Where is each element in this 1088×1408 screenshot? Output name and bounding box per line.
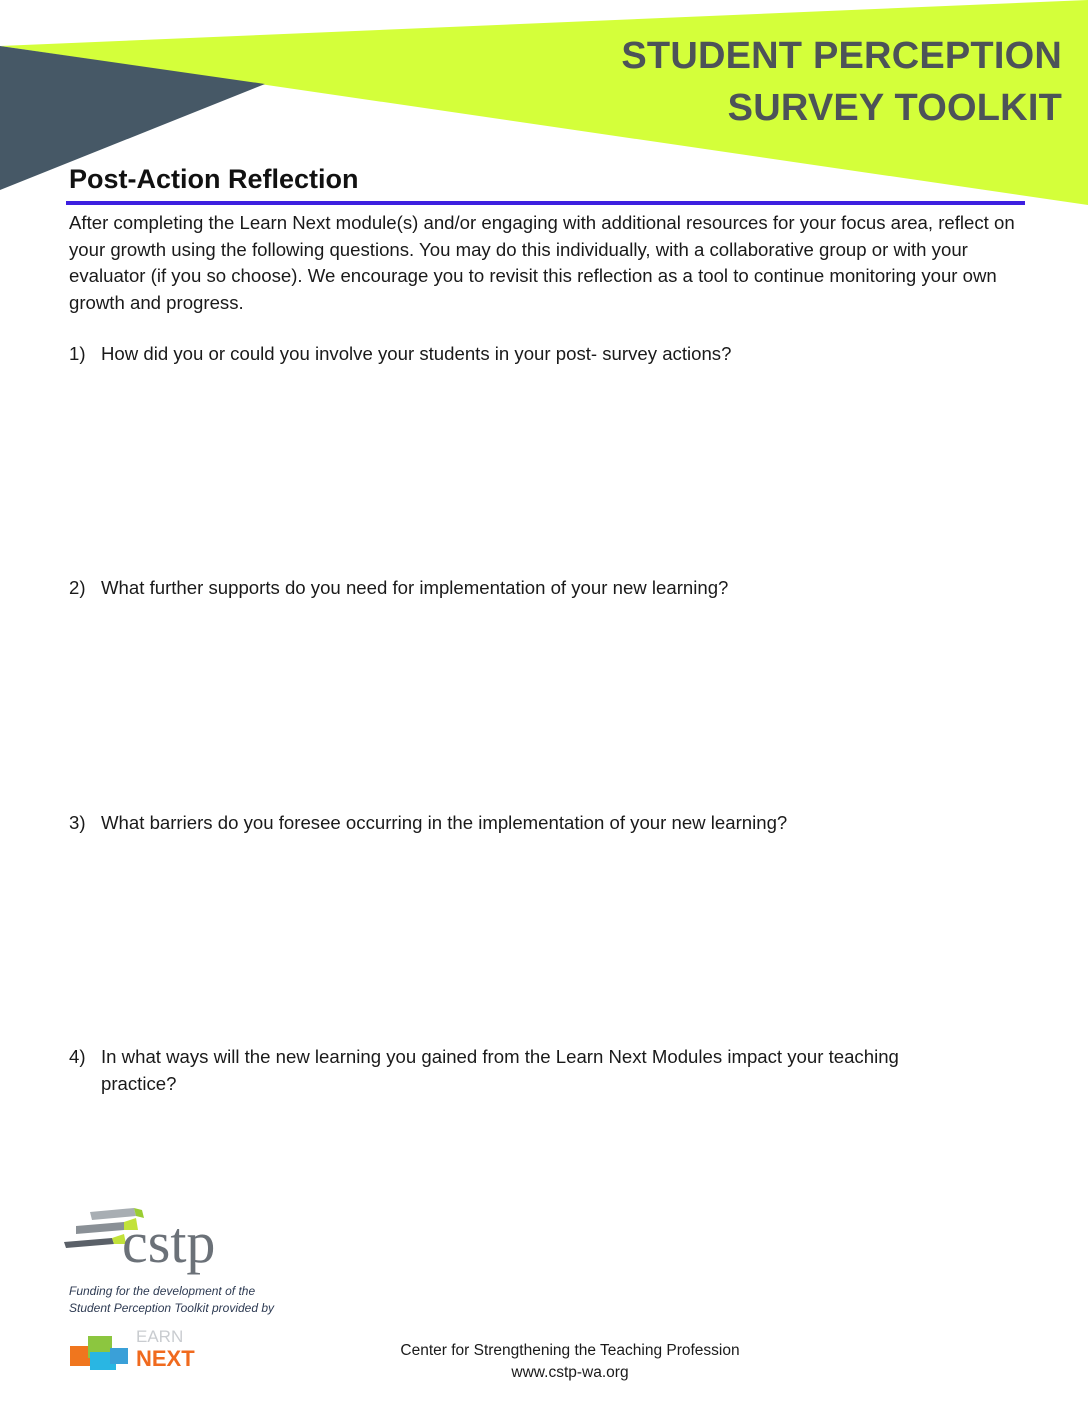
funding-note [69,1283,274,1317]
footer-website[interactable]: www.cstp-wa.org [511,1364,629,1381]
question-item [69,575,969,602]
question-number: 2) [69,577,86,598]
question-text: What further supports do you need for implementation of your new learning? [101,577,729,598]
question-number: 4) [69,1046,86,1067]
question-item [69,341,969,368]
funding-line2: Student Perception Toolkit provided by [69,1301,275,1315]
cstp-logo [62,1204,242,1282]
section-title: Post-Action Reflection [69,164,359,194]
question-item [69,1044,969,1097]
title-underline [66,201,1025,205]
question-text: How did you or could you involve your students in your post- survey actions? [101,343,732,364]
question-number: 1) [69,343,86,364]
learn-next-faded-text: EARN [136,1327,184,1346]
question-item [69,810,969,837]
question-text: In what ways will the new learning you gained from the Learn Next Modules impact your teaching practice? [101,1046,899,1094]
question-text: What barriers do you foresee occurring in the implementation of your new learning? [101,812,788,833]
footer-org-name: Center for Strengthening the Teaching Profession [400,1342,740,1359]
intro-paragraph: After completing the Learn Next module(s) and/or engaging with additional resources for your focus area, reflect on your growth using the following questions. You may do this individually, with a collaborative group or with your evaluator (if you so choose). We encourage you to revisit this reflection as a tool to continue monitoring your own growth and progress. [69,212,1015,313]
learn-next-blocks-icon [70,1336,128,1370]
funding-line1: Funding for the development of the [69,1284,256,1298]
toolkit-title-line1: STUDENT PERCEPTION [621,35,1062,77]
learn-next-wordmark: NEXT [136,1346,195,1371]
question-number: 3) [69,812,86,833]
toolkit-title [621,30,1062,134]
cstp-wordmark: cstp [122,1210,216,1275]
learn-next-logo [66,1322,216,1374]
footer [340,1340,800,1384]
toolkit-title-line2: SURVEY TOOLKIT [727,87,1062,129]
